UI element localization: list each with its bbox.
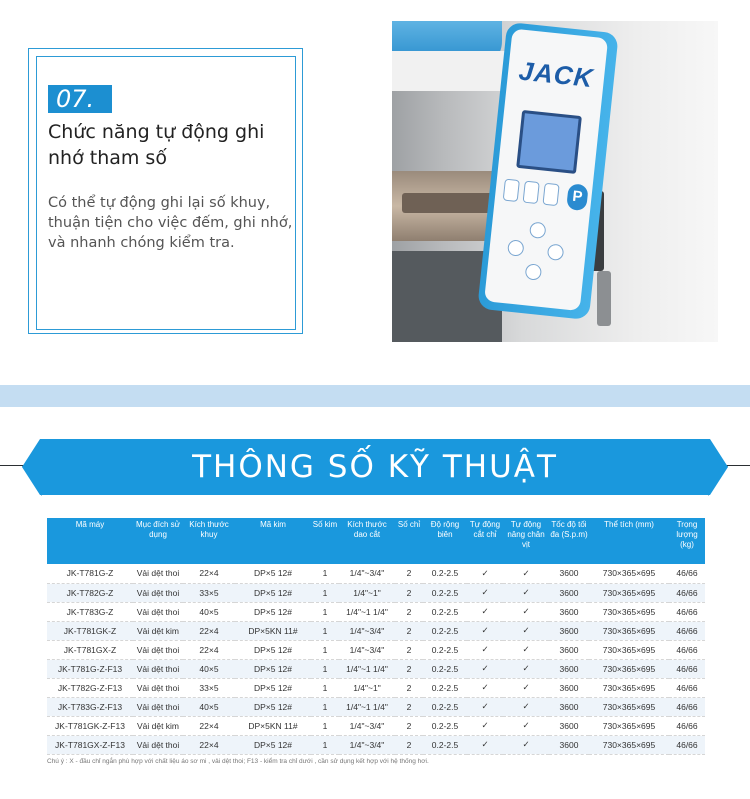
table-cell: 730×365×695 [589, 659, 669, 678]
table-cell: 2 [395, 735, 423, 754]
table-cell: 730×365×695 [589, 602, 669, 621]
table-cell: 1 [311, 659, 339, 678]
panel-key-icon [523, 181, 540, 204]
check-icon: ✓ [467, 735, 503, 754]
spec-table-header-row [47, 518, 705, 564]
table-cell: 46/66 [669, 602, 705, 621]
table-cell: 1/4"~1 1/4" [339, 697, 395, 716]
feature-number-badge: 07. [48, 85, 112, 113]
spec-column-header: Độ rộng biên [423, 518, 467, 564]
table-cell: 3600 [549, 716, 589, 735]
table-cell: 1 [311, 678, 339, 697]
table-cell: 3600 [549, 602, 589, 621]
table-cell: Vải dệt kim [133, 716, 183, 735]
table-cell: Vải dệt thoi [133, 640, 183, 659]
check-icon: ✓ [503, 640, 549, 659]
table-cell: 46/66 [669, 564, 705, 583]
check-icon: ✓ [503, 583, 549, 602]
panel-round-key-icon [525, 263, 543, 281]
table-cell: DP×5 12# [235, 564, 311, 583]
table-cell: JK-T781G-Z [47, 564, 133, 583]
feature-title: Chức năng tự động ghi nhớ tham số [48, 121, 265, 169]
table-cell: DP×5 12# [235, 659, 311, 678]
check-icon: ✓ [503, 678, 549, 697]
table-cell: 2 [395, 678, 423, 697]
table-cell: 40×5 [183, 659, 235, 678]
feature-description: Có thể tự động ghi lại số khuy, thuận tiện cho việc đếm, ghi nhớ, và nhanh chóng kiểm tra. [48, 195, 293, 251]
check-icon: ✓ [467, 602, 503, 621]
table-cell: 1 [311, 564, 339, 583]
table-cell: 3600 [549, 735, 589, 754]
table-cell: 2 [395, 659, 423, 678]
spec-column-header: Tự động nâng chân vịt [503, 518, 549, 564]
table-cell: 0.2-2.5 [423, 621, 467, 640]
table-row [47, 697, 705, 716]
check-icon: ✓ [503, 697, 549, 716]
spec-column-header: Kích thước dao cắt [339, 518, 395, 564]
table-cell: Vải dệt thoi [133, 678, 183, 697]
table-cell: 33×5 [183, 583, 235, 602]
spec-note: Chú ý : X - đầu chỉ ngắn phù hợp với chất liệu áo sơ mi , vải dệt thoi; F13 - kiểm tra chỉ dưới , cần sử dụng kết hợp với hệ thống hơi. [47, 758, 429, 765]
table-cell: 1 [311, 621, 339, 640]
table-cell: 730×365×695 [589, 697, 669, 716]
table-cell: 730×365×695 [589, 735, 669, 754]
panel-keys [502, 179, 585, 217]
table-cell: 2 [395, 602, 423, 621]
check-icon: ✓ [467, 659, 503, 678]
table-cell: 1/4"~1" [339, 583, 395, 602]
spec-column-header: Tốc độ tối đa (S.p.m) [549, 518, 589, 564]
table-cell: 40×5 [183, 697, 235, 716]
table-cell: 3600 [549, 640, 589, 659]
spec-column-header: Mã máy [47, 518, 133, 564]
table-row [47, 735, 705, 754]
table-cell: 0.2-2.5 [423, 602, 467, 621]
table-cell: Vải dệt thoi [133, 602, 183, 621]
table-cell: 1 [311, 640, 339, 659]
table-cell: 1 [311, 602, 339, 621]
table-cell: 46/66 [669, 640, 705, 659]
table-cell: 33×5 [183, 678, 235, 697]
table-cell: JK-T783G-Z-F13 [47, 697, 133, 716]
table-cell: DP×5KN 11# [235, 621, 311, 640]
table-cell: 1/4"~1 1/4" [339, 659, 395, 678]
table-cell: 2 [395, 564, 423, 583]
table-cell: 730×365×695 [589, 640, 669, 659]
table-cell: 730×365×695 [589, 716, 669, 735]
table-cell: DP×5 12# [235, 583, 311, 602]
table-cell: 0.2-2.5 [423, 564, 467, 583]
panel-key-p: P [566, 183, 589, 211]
panel-key-icon [542, 183, 559, 206]
table-cell: 1/4"~3/4" [339, 735, 395, 754]
check-icon: ✓ [467, 621, 503, 640]
table-cell: DP×5 12# [235, 678, 311, 697]
table-cell: 0.2-2.5 [423, 735, 467, 754]
table-cell: 0.2-2.5 [423, 716, 467, 735]
table-cell: 22×4 [183, 640, 235, 659]
table-cell: 2 [395, 583, 423, 602]
table-cell: JK-T782G-Z [47, 583, 133, 602]
table-cell: 1/4"~3/4" [339, 716, 395, 735]
table-cell: DP×5 12# [235, 697, 311, 716]
table-cell: 1 [311, 583, 339, 602]
table-cell: 1 [311, 697, 339, 716]
table-cell: 0.2-2.5 [423, 678, 467, 697]
table-cell: 1/4"~1 1/4" [339, 602, 395, 621]
table-cell: JK-T781GX-Z [47, 640, 133, 659]
spec-column-header: Số chỉ [395, 518, 423, 564]
table-cell: DP×5 12# [235, 735, 311, 754]
table-cell: 40×5 [183, 602, 235, 621]
table-cell: 1/4"~3/4" [339, 640, 395, 659]
table-cell: 1/4"~3/4" [339, 621, 395, 640]
table-cell: Vải dệt thoi [133, 583, 183, 602]
table-cell: JK-T783G-Z [47, 602, 133, 621]
table-cell: 730×365×695 [589, 678, 669, 697]
table-cell: 46/66 [669, 678, 705, 697]
table-cell: 2 [395, 716, 423, 735]
check-icon: ✓ [503, 735, 549, 754]
table-cell: JK-T781GK-Z [47, 621, 133, 640]
check-icon: ✓ [467, 640, 503, 659]
section-divider-band [0, 385, 750, 407]
product-photo [392, 21, 718, 342]
spec-column-header: Số kim [311, 518, 339, 564]
table-cell: 22×4 [183, 716, 235, 735]
panel-cable [597, 271, 611, 326]
table-cell: 0.2-2.5 [423, 583, 467, 602]
table-cell: 3600 [549, 678, 589, 697]
spec-column-header: Mục đích sử dụng [133, 518, 183, 564]
spec-column-header: Mã kim [235, 518, 311, 564]
table-row [47, 564, 705, 583]
table-cell: JK-T781GK-Z-F13 [47, 716, 133, 735]
table-row [47, 640, 705, 659]
table-cell: Vải dệt thoi [133, 564, 183, 583]
table-row [47, 716, 705, 735]
panel-round-key-icon [529, 221, 547, 239]
table-cell: JK-T782G-Z-F13 [47, 678, 133, 697]
check-icon: ✓ [467, 583, 503, 602]
table-cell: 46/66 [669, 697, 705, 716]
check-icon: ✓ [503, 621, 549, 640]
check-icon: ✓ [503, 564, 549, 583]
table-cell: 46/66 [669, 583, 705, 602]
table-cell: 730×365×695 [589, 583, 669, 602]
table-cell: 46/66 [669, 716, 705, 735]
spec-table [47, 518, 705, 755]
table-row [47, 602, 705, 621]
spec-column-header: Trọng lượng (kg) [669, 518, 705, 564]
table-cell: 730×365×695 [589, 564, 669, 583]
check-icon: ✓ [503, 602, 549, 621]
table-cell: Vải dệt thoi [133, 659, 183, 678]
table-cell: 22×4 [183, 735, 235, 754]
spec-column-header: Tự động cắt chỉ [467, 518, 503, 564]
table-cell: DP×5 12# [235, 602, 311, 621]
table-row [47, 621, 705, 640]
check-icon: ✓ [503, 659, 549, 678]
check-icon: ✓ [503, 716, 549, 735]
panel-round-key-icon [507, 239, 525, 257]
table-cell: DP×5KN 11# [235, 716, 311, 735]
table-cell: 1 [311, 716, 339, 735]
table-cell: 3600 [549, 564, 589, 583]
table-cell: 3600 [549, 697, 589, 716]
table-cell: 1/4"~1" [339, 678, 395, 697]
table-cell: 2 [395, 697, 423, 716]
table-row [47, 583, 705, 602]
table-cell: 1 [311, 735, 339, 754]
table-cell: 22×4 [183, 621, 235, 640]
panel-screen [516, 110, 582, 174]
table-cell: DP×5 12# [235, 640, 311, 659]
table-cell: 3600 [549, 659, 589, 678]
check-icon: ✓ [467, 697, 503, 716]
check-icon: ✓ [467, 678, 503, 697]
table-cell: 46/66 [669, 621, 705, 640]
table-cell: 3600 [549, 621, 589, 640]
table-cell: 46/66 [669, 659, 705, 678]
table-cell: JK-T781G-Z-F13 [47, 659, 133, 678]
table-cell: 730×365×695 [589, 621, 669, 640]
check-icon: ✓ [467, 716, 503, 735]
table-cell: 0.2-2.5 [423, 640, 467, 659]
table-cell: 46/66 [669, 735, 705, 754]
feature-section [0, 0, 750, 385]
table-row [47, 659, 705, 678]
panel-round-key-icon [547, 243, 565, 261]
check-icon: ✓ [467, 564, 503, 583]
panel-key-icon [503, 179, 520, 202]
table-cell: Vải dệt thoi [133, 697, 183, 716]
table-cell: 1/4"~3/4" [339, 564, 395, 583]
table-cell: Vải dệt kim [133, 621, 183, 640]
table-row [47, 678, 705, 697]
table-cell: 0.2-2.5 [423, 659, 467, 678]
spec-column-header: Thể tích (mm) [589, 518, 669, 564]
table-cell: JK-T781GX-Z-F13 [47, 735, 133, 754]
table-cell: 3600 [549, 583, 589, 602]
jack-logo: JACK [517, 55, 595, 94]
control-panel-face [484, 29, 608, 312]
spec-title: THÔNG SỐ KỸ THUẬT [192, 449, 558, 485]
table-cell: 2 [395, 621, 423, 640]
table-cell: 2 [395, 640, 423, 659]
table-cell: Vải dệt thoi [133, 735, 183, 754]
table-cell: 0.2-2.5 [423, 697, 467, 716]
spec-table-body [47, 564, 705, 754]
spec-column-header: Kích thước khuy [183, 518, 235, 564]
table-cell: 22×4 [183, 564, 235, 583]
